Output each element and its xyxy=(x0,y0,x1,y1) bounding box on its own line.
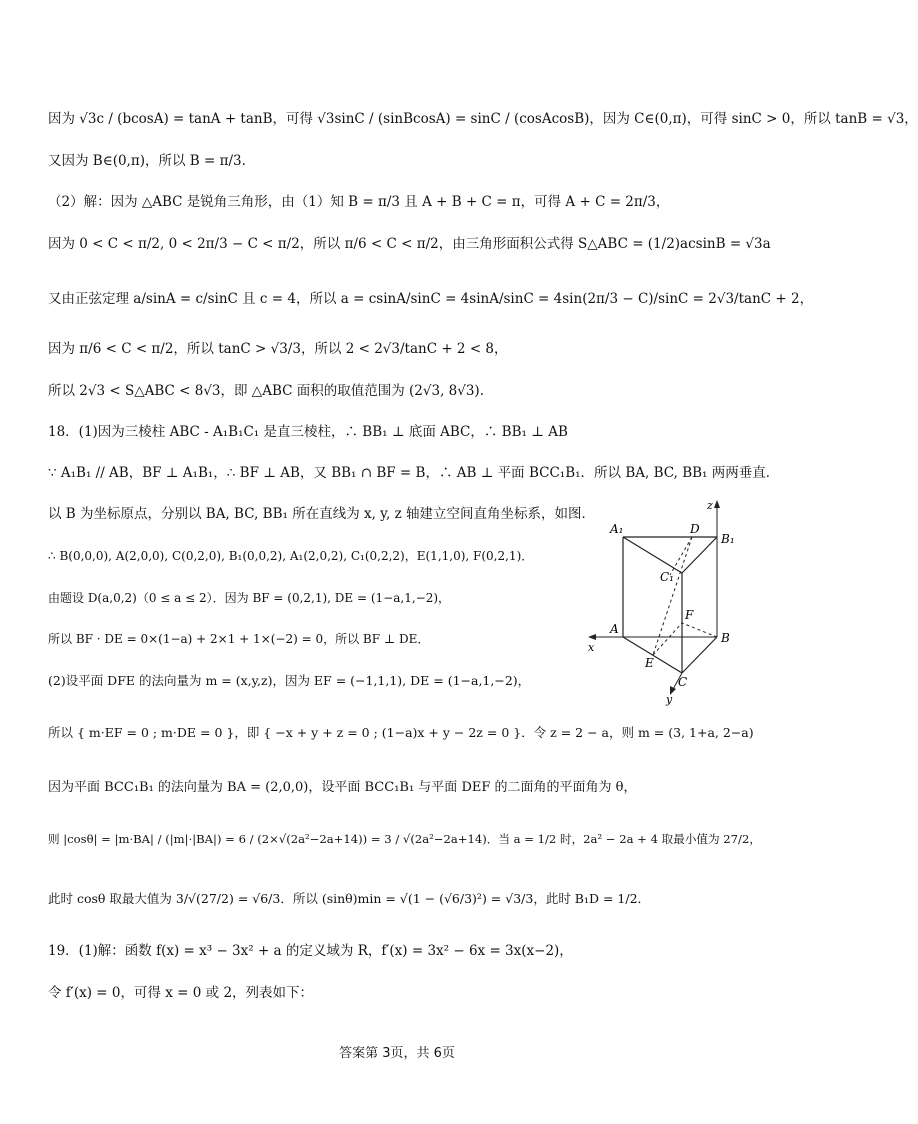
text-line: 所以 { m·EF = 0 ; m·DE = 0 }，即 { −x + y + z = 0 ; (1−a)x + y − 2z = 0 }．令 z = 2 − a，则 m = (3, 1+a, 2−a) xyxy=(48,725,754,740)
page-footer: 答案第 3页，共 6页 xyxy=(339,1046,455,1061)
label-B1: B₁ xyxy=(721,532,735,546)
label-C: C xyxy=(678,675,688,689)
label-F: F xyxy=(685,608,694,622)
text-line: 令 f′(x) = 0，可得 x = 0 或 2，列表如下： xyxy=(48,985,314,1001)
text-line: 因为 √3c / (bcosA) = tanA + tanB，可得 √3sinC / (sinBcosA) = sinC / (cosAcosB)，因为 C∈(0,π)，可得 sinC > 0，所以 tanB = √3， xyxy=(48,111,918,127)
label-A1: A₁ xyxy=(610,522,624,536)
text-line: 以 B 为坐标原点，分别以 BA, BC, BB₁ 所在直线为 x, y, z 轴建立空间直角坐标系，如图． xyxy=(48,506,595,522)
label-B: B xyxy=(721,631,730,645)
text-line: 由题设 D(a,0,2)（0 ≤ a ≤ 2）．因为 BF = (0,2,1), DE = (1−a,1,−2)， xyxy=(48,591,451,605)
label-y: y xyxy=(666,693,673,706)
text-line: （2）解：因为 △ABC 是锐角三角形，由（1）知 B = π/3 且 A + B + C = π，可得 A + C = 2π/3， xyxy=(48,194,670,210)
text-line: 则 |cosθ| = |m·BA| / (|m|·|BA|) = 6 / (2×√(2a²−2a+14)) = 3 / √(2a²−2a+14)．当 a = 1/2 时，2a² − 2a + 4 取最小值为 27/2， xyxy=(48,832,761,846)
text-line: 因为 π/6 < C < π/2，所以 tanC > √3/3，所以 2 < 2√3/tanC + 2 < 8， xyxy=(48,341,508,357)
text-line: 又由正弦定理 a/sinA = c/sinC 且 c = 4，所以 a = csinA/sinC = 4sinA/sinC = 4sin(2π/3 − C)/sinC = 2√3/tanC + 2， xyxy=(48,291,814,307)
text-line: 因为平面 BCC₁B₁ 的法向量为 BA = (2,0,0)，设平面 BCC₁B₁ 与平面 DEF 的二面角的平面角为 θ， xyxy=(48,780,637,795)
label-x: x xyxy=(588,641,595,654)
label-A: A xyxy=(610,622,619,636)
text-line: ∴ B(0,0,0), A(2,0,0), C(0,2,0), B₁(0,0,2), A₁(2,0,2), C₁(0,2,2)，E(1,1,0), F(0,2,1)． xyxy=(48,549,534,563)
text-line: 所以 2√3 < S△ABC < 8√3，即 △ABC 面积的取值范围为 (2√3, 8√3). xyxy=(48,383,484,399)
prism-figure xyxy=(580,495,750,705)
text-line: 18．(1)因为三棱柱 ABC - A₁B₁C₁ 是直三棱柱，∴ BB₁ ⊥ 底面 ABC，∴ BB₁ ⊥ AB xyxy=(48,424,568,440)
text-line: (2)设平面 DFE 的法向量为 m = (x,y,z)，因为 EF = (−1,1,1), DE = (1−a,1,−2)， xyxy=(48,673,531,688)
label-C1: C₁ xyxy=(660,570,674,584)
text-line: 此时 cosθ 取最大值为 3/√(27/2) = √6/3．所以 (sinθ)min = √(1 − (√6/3)²) = √3/3，此时 B₁D = 1/2． xyxy=(48,891,651,906)
text-line: 19．(1)解：函数 f(x) = x³ − 3x² + a 的定义域为 R，f′(x) = 3x² − 6x = 3x(x−2)， xyxy=(48,943,573,959)
text-line: 所以 BF · DE = 0×(1−a) + 2×1 + 1×(−2) = 0，所以 BF ⊥ DE． xyxy=(48,632,430,646)
text-line: 因为 0 < C < π/2, 0 < 2π/3 − C < π/2，所以 π/6 < C < π/2，由三角形面积公式得 S△ABC = (1/2)acsinB = √3a xyxy=(48,236,771,252)
label-E: E xyxy=(645,656,654,670)
text-line: ∵ A₁B₁ // AB，BF ⊥ A₁B₁，∴ BF ⊥ AB，又 BB₁ ∩ BF = B，∴ AB ⊥ 平面 BCC₁B₁．所以 BA, BC, BB₁ 两两垂直． xyxy=(48,465,780,481)
label-D: D xyxy=(690,522,700,536)
label-z: z xyxy=(707,499,713,512)
text-line: 又因为 B∈(0,π)，所以 B = π/3. xyxy=(48,153,246,169)
